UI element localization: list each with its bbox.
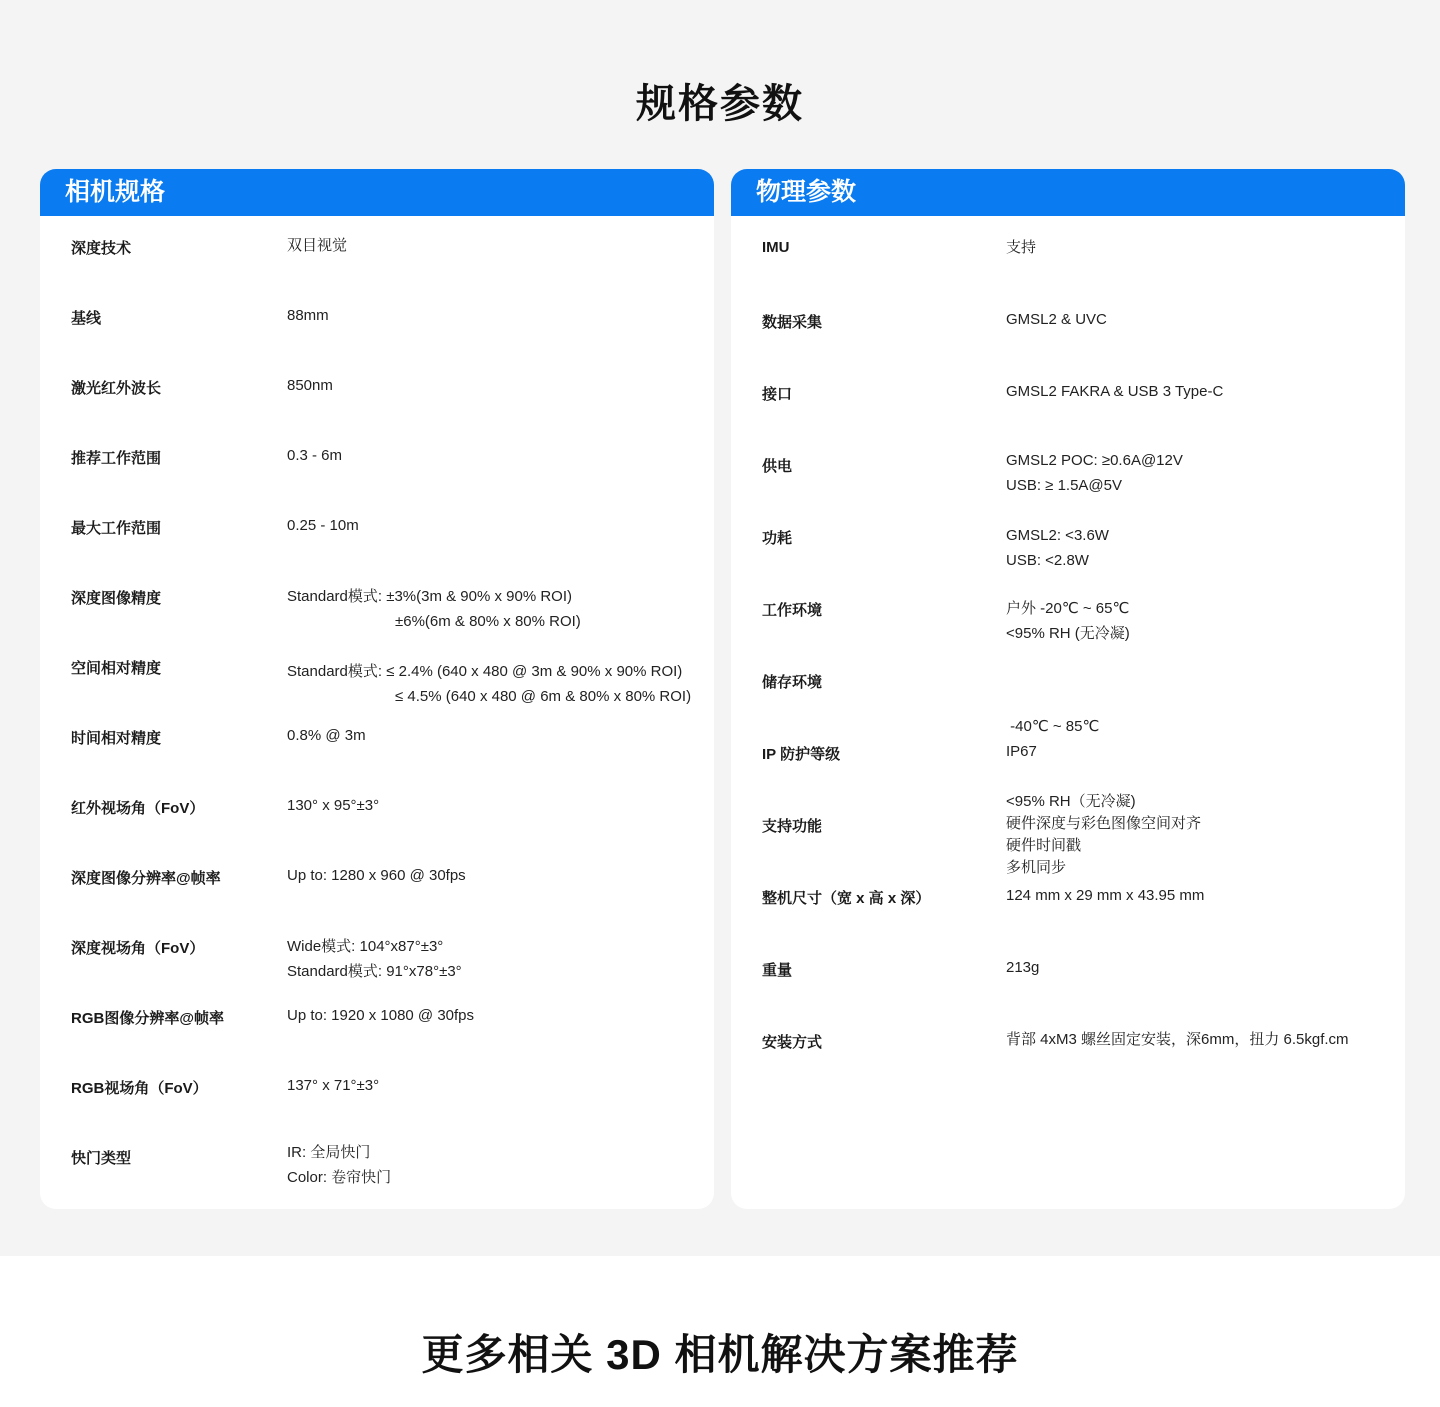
spec-label: 深度图像分辨率@帧率 <box>71 870 221 887</box>
spec-label: 红外视场角（FoV） <box>71 800 205 817</box>
camera-spec-card <box>40 169 714 1209</box>
spec-label: 推荐工作范围 <box>71 450 162 467</box>
spec-label: 空间相对精度 <box>71 660 162 677</box>
spec-label: 工作环境 <box>762 602 823 619</box>
spec-value: 88mm <box>287 307 329 324</box>
spec-label: RGB视场角（FoV） <box>71 1080 208 1097</box>
spec-value: Standard模式: ±3%(3m & 90% x 90% ROI) ±6%(6m & 80% x 80% ROI) <box>287 588 581 630</box>
spec-value: IP67 <box>1006 743 1037 760</box>
recommendation-title: 更多相关 3D 相机解决方案推荐 <box>421 1331 1019 1378</box>
spec-value: 硬件深度与彩色图像空间对齐 硬件时间戳 多机同步 <box>1006 815 1202 876</box>
spec-label: 供电 <box>762 458 793 475</box>
spec-value: Up to: 1920 x 1080 @ 30fps <box>287 1007 475 1024</box>
spec-value: Standard模式: ≤ 2.4% (640 x 480 @ 3m & 90% x 90% ROI) ≤ 4.5% (640 x 480 @ 6m & 80% x 80% ROI) <box>287 663 692 705</box>
spec-value: GMSL2 POC: ≥0.6A@12V USB: ≥ 1.5A@5V <box>1006 452 1183 494</box>
spec-label: IP 防护等级 <box>762 746 841 763</box>
spec-value: GMSL2 FAKRA & USB 3 Type-C <box>1006 383 1224 400</box>
spec-value: 双目视觉 <box>287 237 348 254</box>
page-title: 规格参数 <box>636 82 804 126</box>
spec-label: 深度视场角（FoV） <box>71 940 205 957</box>
spec-value: 213g <box>1006 959 1040 976</box>
spec-label: 激光红外波长 <box>71 380 162 397</box>
spec-value: Wide模式: 104°x87°±3° Standard模式: 91°x78°±3° <box>287 938 462 980</box>
spec-label: 深度图像精度 <box>71 590 162 607</box>
spec-label: 深度技术 <box>71 240 132 257</box>
spec-value: GMSL2 & UVC <box>1006 311 1107 328</box>
spec-value: 124 mm x 29 mm x 43.95 mm <box>1006 887 1205 904</box>
spec-value: 支持 <box>1006 239 1037 256</box>
spec-value: -40℃ ~ 85℃ <95% RH（无冷凝) <box>1006 718 1136 810</box>
spec-label: 安装方式 <box>762 1034 823 1051</box>
spec-label: 快门类型 <box>71 1150 132 1167</box>
spec-label: 时间相对精度 <box>71 730 162 747</box>
spec-label: 功耗 <box>762 530 793 547</box>
spec-label: 最大工作范围 <box>71 520 162 537</box>
spec-value: 130° x 95°±3° <box>287 797 380 814</box>
spec-value: 0.3 - 6m <box>287 447 343 464</box>
physical-spec-header: 物理参数 <box>731 169 1405 216</box>
spec-label: 数据采集 <box>762 314 823 331</box>
spec-value: IR: 全局快门 Color: 卷帘快门 <box>287 1144 392 1186</box>
spec-value: GMSL2: <3.6W USB: <2.8W <box>1006 527 1109 569</box>
spec-value: 户外 -20℃ ~ 65℃ <95% RH (无冷凝) <box>1006 600 1130 642</box>
spec-label: RGB图像分辨率@帧率 <box>71 1010 224 1027</box>
camera-spec-header: 相机规格 <box>40 169 714 216</box>
spec-label: 重量 <box>762 962 793 979</box>
spec-value: 0.8% @ 3m <box>287 727 366 744</box>
spec-label: IMU <box>762 239 790 256</box>
physical-spec-card <box>731 169 1405 1209</box>
spec-value: 背部 4xM3 螺丝固定安装，深6mm，扭力 6.5kgf.cm <box>1006 1031 1349 1048</box>
spec-value: Up to: 1280 x 960 @ 30fps <box>287 867 466 884</box>
spec-label: 接口 <box>762 386 793 403</box>
spec-label: 储存环境 <box>762 674 823 691</box>
spec-value: 0.25 - 10m <box>287 517 359 534</box>
spec-label: 支持功能 <box>762 818 823 835</box>
spec-value: 137° x 71°±3° <box>287 1077 380 1094</box>
spec-label: 基线 <box>71 310 102 327</box>
spec-label: 整机尺寸（宽 x 高 x 深） <box>762 890 931 907</box>
spec-value: 850nm <box>287 377 333 394</box>
